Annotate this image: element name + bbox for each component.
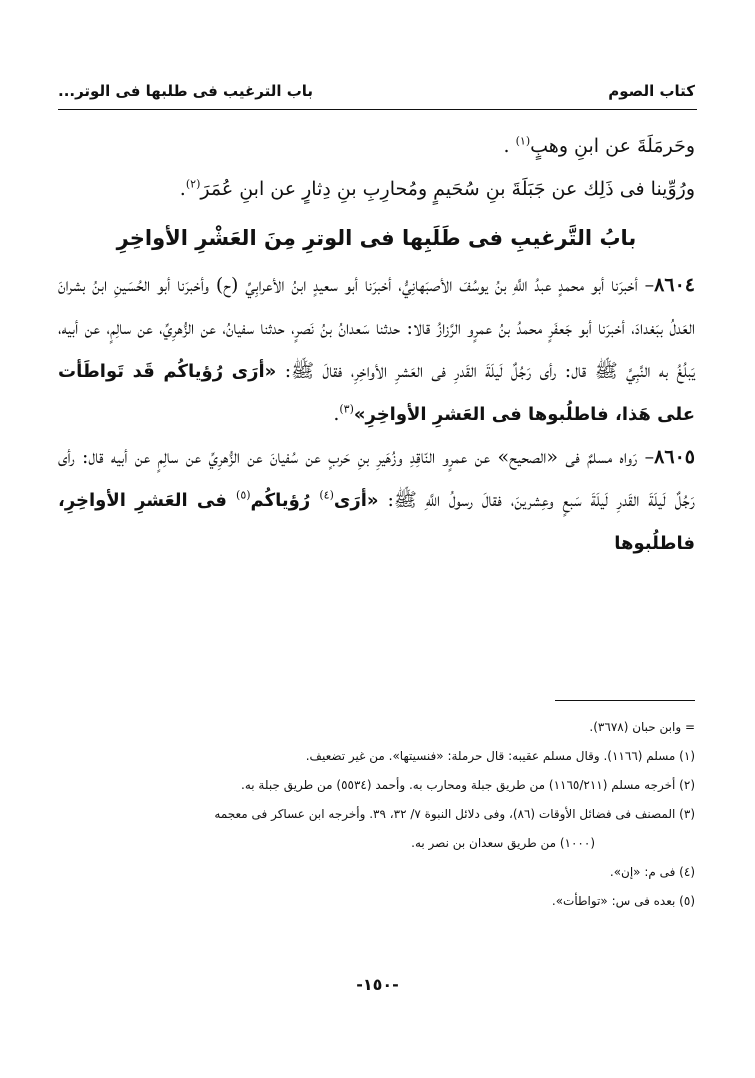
text-line: وحَرمَلَةَ عن ابنِ وهبٍ$^{(١)}$ . — [503, 134, 695, 157]
footnote-rule — [555, 700, 695, 701]
hadith-paragraph: ٨٦٠٥– رَواه مسلمٌ فى «الصحيح» عن عمرٍو النّاقِدِ وزُهَيرِ بنِ حَربٍ عن سُفيانَ عن الزُّهرِيِّ عن سالِمٍ عن أبيه قال: رأى رَجُلٌ لَيلَةَ القَدرِ لَيلَةَ سَبعٍ وعِشرينَ، فقالَ رسولُ اللَّهِ ﷺ: «أرَى$^{(٤)}$ رُؤياكُم$^{(٥)}$ فى العَشرِ الأواخِرِ، فاطلُبوها — [58, 446, 696, 554]
text-line: ورُوِّينا فى ذَلِك عن جَبَلَةَ بنِ سُحَيمٍ ومُحارِبِ بنِ دِثارٍ عن ابنِ عُمَرَ$^{(٢)}$. — [179, 177, 695, 200]
main-text — [58, 125, 695, 565]
footnote: (١٠٠٠) من طريق سعدان بن نصر به. — [411, 836, 595, 850]
footnote-ref: (٤) — [319, 488, 334, 502]
chapter-heading: بابُ التَّرغيبِ فى طَلَبِها فى الوترِ مِنَ العَشْرِ الأواخِرِ — [116, 226, 637, 250]
footnote-ref: (٣) — [339, 402, 354, 416]
hadith-paragraph: ٨٦٠٤– أخبرَنا أبو محمدٍ عبدُ اللَّهِ بنُ يوسُفَ الأصبَهانِيُّ، أخبرَنا أبو سعيدٍ ابنُ الأعرابِيِّ (ح) وأخبرَنا أبو الحُسَينِ ابنُ بشرانَ العَدلُ ببَغدادَ، أخبرَنا أبو جَعفَرٍ محمدُ بنُ عمرٍو الرَّزازُ قالا: حدثنا سَعدانُ بنُ نَصرٍ، حدثنا سفيانُ، عن الزُّهرِيِّ، عن سالِمٍ، عن أبيه، يَبلُغُ به النَّبِيَّ ﷺ قال: رأى رَجُلٌ لَيلَةَ القَدرِ فى العَشرِ الأواخِرِ، فقالَ ﷺ: «أرَى رُؤياكُم قَد تَواطَأت على هَذا، فاطلُبوها فى العَشرِ الأواخِرِ»$^{(٣)}$. — [58, 274, 696, 425]
footnote: (٣) المصنف فى فضائل الأوقات (٨٦)، وفى دلائل النبوة ٧/ ٣٢، ٣٩. وأخرجه ابن عساكر فى معجمه — [214, 807, 695, 821]
hadith-number: ٨٦٠٤ — [654, 274, 695, 296]
footnotes — [58, 713, 695, 916]
hadith-quote: «أرَى — [333, 490, 379, 511]
footnote: (١) مسلم (١١٦٦). وقال مسلم عقيبه: قال حرملة: «فنسيتها». من غير تضعيف. — [305, 749, 695, 763]
footnote: (٤) فى م: «إن». — [609, 865, 695, 879]
footnote: = وابن حبان (٣٦٧٨). — [589, 720, 695, 734]
footnote-ref: (٢) — [185, 177, 201, 191]
footnote-ref: (٥) — [236, 488, 251, 502]
hadith-quote: رُؤياكُم — [250, 490, 320, 511]
running-header — [58, 78, 695, 104]
header-rule — [58, 109, 697, 110]
hadith-quote: «أرَى رُؤياكُم قَد تَواطَأت على هَذا، فاطلُبوها فى العَشرِ الأواخِرِ» — [58, 361, 695, 425]
footnote: (٥) بعده فى س: «تواطأت». — [551, 894, 695, 908]
hadith-quote: فى العَشرِ الأواخِرِ، فاطلُبوها — [58, 490, 695, 554]
hadith-number: ٨٦٠٥ — [654, 446, 695, 468]
book-title: كتاب الصوم — [608, 82, 695, 100]
footnote-ref: (١) — [515, 134, 531, 148]
page-number: -١٥٠- — [356, 975, 399, 994]
footnote: (٢) أخرجه مسلم (١١٦٥/٢١١) من طريق جبلة ومحارب به. وأحمد (٥٥٣٤) من طريق جبلة به. — [241, 778, 695, 792]
chapter-running-title: باب الترغيب فى طلبها فى الوتر... — [58, 82, 314, 100]
